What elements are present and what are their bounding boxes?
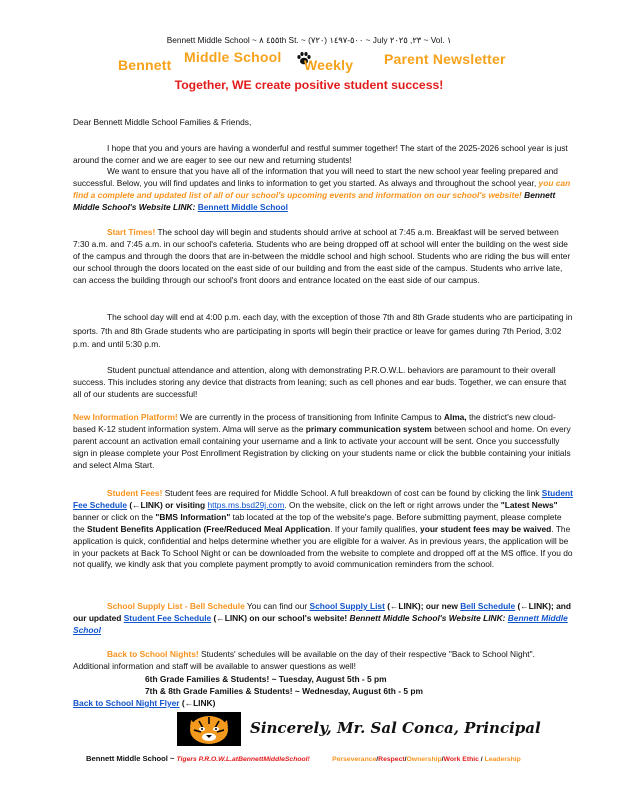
back-to-school-paragraph — [73, 649, 573, 673]
platform-text-c: between school and home. On every parent account an activation email containing your username and a link to activate your account will be sent. Once you successfully sign in please complete your Post Enrollment Registration by clicking on your students name or click the bubble containing your initials and select Alma Start. — [73, 423, 571, 470]
fees-text-e: tab located at the top of the website's page. Before submitting payment, please complete the — [73, 511, 562, 534]
fees-text-d: banner or click on the — [73, 511, 156, 522]
footer-slash: / — [404, 756, 407, 763]
alma-name: Alma, — [443, 412, 467, 422]
platform-text-b: the district's new cloud-based K-12 student information system. Alma will serve as the — [73, 412, 556, 434]
footer-slash: / — [478, 756, 485, 763]
title-middle-school: Middle School — [184, 49, 282, 65]
footer-line — [86, 754, 606, 763]
supply-text-b: (←LINK); our new — [384, 601, 461, 611]
bts-flyer-suffix: (←LINK) — [179, 698, 216, 708]
footer-slash: / — [441, 756, 444, 763]
platform-paragraph — [73, 412, 573, 472]
bell-schedule-link[interactable]: Bell Schedule — [460, 601, 516, 611]
intro-paragraph-2 — [73, 166, 573, 214]
fees-link-suffix: (←LINK) or visiting — [127, 499, 208, 510]
bts-7th-8th-grade: 7th & 8th Grade Families & Students! ~ Wednesday, August 6th - 5 pm — [145, 686, 423, 696]
signature: Sincerely, Mr. Sal Conca, Principal — [250, 719, 541, 737]
bts-flyer-line — [73, 698, 215, 708]
start-times-paragraph — [73, 227, 573, 287]
bts-body: Students' schedules will be available on the day of their respective "Back to School Night". Additional information and staff will be available to answer questions as well! — [73, 649, 535, 671]
supply-paragraph — [73, 601, 573, 637]
fees-waived-label: your student fees may be waived — [420, 523, 552, 534]
website-link[interactable]: Bennett Middle School — [197, 201, 288, 212]
latest-news-label: "Latest News" — [500, 499, 558, 510]
supply-heading: School Supply List - Bell Schedule — [107, 601, 245, 611]
intro-paragraph: I hope that you and yours are having a wonderful and restful summer together! The start of the 2025-2026 school year is just around the corner and we are eager to see our new and returning students! — [73, 143, 568, 165]
footer-value: Work Ethic — [443, 756, 479, 763]
end-day-paragraph: The school day will end at 4:00 p.m. each day, with the exception of those 7th and 8th Grade students who are participating in sports. 7th and 8th Grade students who are participating in sports will begin their practice or leave for games during 7th Period, 3:02 p.m. and until 5:30 p.m. — [73, 312, 573, 349]
bts-6th-grade: 6th Grade Families & Students! ~ Tuesday, August 5th - 5 pm — [145, 674, 387, 684]
fees-heading: Student Fees! — [107, 488, 163, 498]
platform-text-a: We are currently in the process of transitioning from Infinite Campus to — [177, 412, 444, 422]
supply-website-link[interactable]: Bennett Middle School — [73, 612, 568, 635]
fees-text-c: . On the website, click on the left or right arrows under the — [284, 499, 501, 510]
start-times-body: The school day will begin and students should arrive at school at 7:45 a.m. Breakfast will be served between 7:30 a.m. and 7:45 a.m. in our school's cafeteria. Students who are being dropped off at school will enter the building on the west side of the campus and through the doors that are in-between the middle school and high school. Students who are riding the bus will enter our school through the doors located on the east side of our building and from the east side of the campus. Students who arrive late, can access the building through our school's front doors and entrance located on the east side of our campus. — [73, 227, 571, 285]
start-times-heading: Start Times! — [107, 227, 156, 237]
footer-value: Perseverance — [332, 756, 377, 763]
bms-information-label: "BMS Information" — [155, 511, 231, 522]
primary-communication: primary communication system — [305, 423, 432, 434]
title-weekly: Weekly — [304, 57, 354, 73]
footer-school: Bennett Middle School ~ — [86, 754, 177, 763]
benefits-application-label: Student Benefits Application (Free/Reduced Meal Application — [86, 523, 331, 534]
fees-text-f: . If your family qualifies, — [330, 523, 421, 534]
title-parent-newsletter: Parent Newsletter — [384, 51, 506, 67]
attendance-paragraph: Student punctual attendance and attention, along with demonstrating P.R.O.W.L. behaviors are paramount to their overall success. This includes storing any device that distracts from leaning; such as cell phones and ear buds. Together, we can ensure that all of our students are successful! — [73, 365, 567, 399]
tiger-logo — [177, 712, 241, 746]
intro2-text: We want to ensure that you have all of the information that you will need to start the new school year feeling prepared and successful. Below, you will find updates and links to information to get you started. As always and throughout the school year, — [73, 166, 558, 188]
footer-slash: / — [376, 756, 379, 763]
bts-flyer-link[interactable]: Back to School Night Flyer — [73, 698, 180, 708]
footer-tigers: Tigers P.R.O.W.L.atBennettMiddleSchool! — [176, 756, 310, 763]
tagline: Together, WE create positive student success! — [174, 78, 444, 92]
fees-text-g: . The application is quick, confidential and helps determine whether you are eligible for a waiver. As in previous years, the application will be in your packets at Back To School Night or can be downloaded from the website to complete and dropped off at the MS office. If you do not qualify, we kindly ask that you complete payment promptly to avoid communication reminders from the school. — [73, 523, 573, 570]
intro2-website-label: Bennett Middle School's Website LINK: — [73, 189, 556, 212]
supply-fee-schedule-link[interactable]: Student Fee Schedule — [123, 612, 212, 623]
fees-text-a: Student fees are required for Middle School. A full breakdown of cost can be found by clicking the link — [162, 488, 542, 498]
supply-text-c: (←LINK); and our updated — [73, 601, 571, 623]
supply-text-a: You can find our — [244, 601, 310, 611]
fees-paragraph — [73, 488, 573, 571]
newsletter-topline: Bennett Middle School ~ ٤٥٥ ٨th St. ~ (٧٢٠) ٥٠٠-١٤٩٧ ~ July ٢٣, ٢٠٢٥ ~ Vol. ١ — [166, 35, 452, 45]
fee-schedule-link[interactable]: Student Fee Schedule — [73, 488, 573, 510]
supply-list-link[interactable]: School Supply List — [309, 601, 385, 611]
footer-value: Ownership — [406, 756, 442, 763]
supply-website-label: Bennett Middle School's Website LINK: — [349, 612, 508, 623]
supply-text-d: (←LINK) on our school's website! — [211, 612, 350, 623]
footer-value: Respect — [378, 756, 405, 763]
title-bennett: Bennett — [118, 57, 172, 73]
footer-value: Leadership — [484, 756, 521, 763]
platform-heading: New Information Platform! — [73, 412, 178, 422]
intro2-highlight: you can find a complete and updated list of all of our school's upcoming events and information on our school's website! — [73, 177, 571, 200]
greeting: Dear Bennett Middle School Families & Friends, — [73, 117, 252, 127]
bts-heading: Back to School Nights! — [107, 649, 199, 659]
fees-website-link[interactable]: https.ms.bsd29j.com — [207, 499, 285, 510]
